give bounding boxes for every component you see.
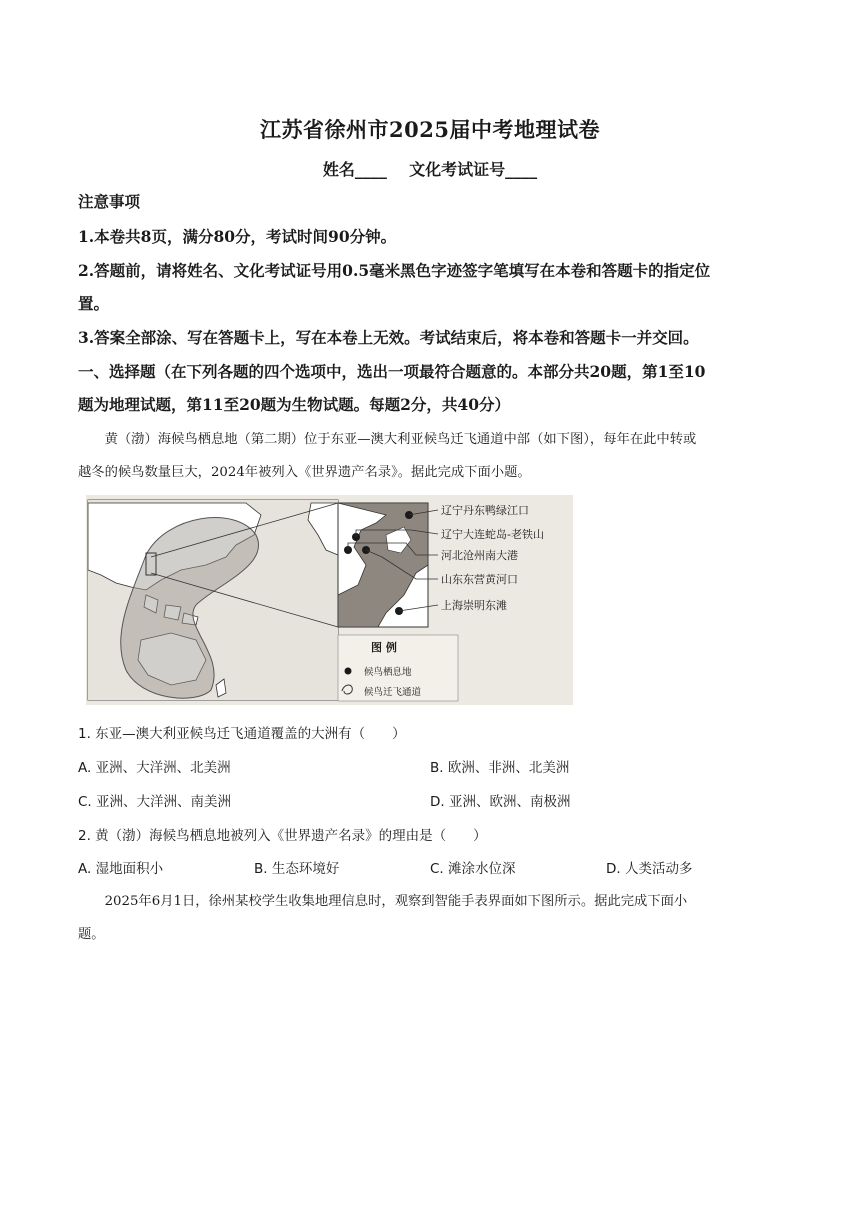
question-2-stem: 2. 黄（渤）海候鸟栖息地被列入《世界遗产名录》的理由是（ ）	[78, 828, 487, 844]
question-1-option-b: B. 欧洲、非洲、北美洲	[430, 760, 570, 776]
question-1-option-c: C. 亚洲、大洋洲、南美洲	[78, 794, 232, 810]
page-title: 江苏省徐州市2025届中考地理试卷	[260, 117, 600, 142]
passage-1-line-2: 越冬的候鸟数量巨大，2024年被列入《世界遗产名录》。据此完成下面小题。	[78, 465, 531, 480]
legend-title: 图 例	[371, 641, 397, 654]
site-label-dalian: 辽宁大连蛇岛-老铁山	[441, 528, 544, 541]
site-label-dandong: 辽宁丹东鸭绿江口	[441, 504, 529, 517]
site-label-cangzhou: 河北沧州南大港	[441, 549, 518, 562]
passage-1-line-1: 黄（渤）海候鸟栖息地（第二期）位于东亚—澳大利亚候鸟迁飞通道中部（如下图），每年在此中转或	[78, 432, 697, 447]
notice-heading: 注意事项	[78, 192, 141, 211]
question-2-option-d: D. 人类活动多	[606, 861, 693, 877]
question-2-option-b: B. 生态环境好	[254, 861, 340, 877]
section-heading-cont: 题为地理试题，第11至20题为生物试题。每题2分，共40分）	[78, 395, 510, 414]
passage-2-line-2: 题。	[78, 927, 105, 942]
question-1-option-a: A. 亚洲、大洋洲、北美洲	[78, 760, 231, 776]
site-label-dongying: 山东东营黄河口	[441, 573, 518, 586]
inset-map-panel	[338, 503, 438, 627]
section-heading: 一、选择题（在下列各题的四个选项中，选出一项最符合题意的。本部分共20题，第1至10	[78, 362, 706, 381]
notice-item-3: 3.答案全部涂、写在答题卡上，写在本卷上无效。考试结束后，将本卷和答题卡一并交回。	[78, 328, 699, 347]
legend-site-label: 候鸟栖息地	[364, 667, 412, 678]
question-2-option-c: C. 滩涂水位深	[430, 861, 516, 877]
notice-item-2-cont: 置。	[78, 294, 110, 313]
map-legend	[338, 635, 458, 701]
migration-route-map	[86, 495, 573, 705]
legend-site-icon	[345, 668, 352, 675]
notice-item-2: 2.答题前，请将姓名、文化考试证号用0.5毫米黑色字迹签字笔填写在本卷和答题卡的指定位	[78, 261, 711, 280]
legend-route-label: 候鸟迁飞通道	[364, 687, 422, 698]
question-1-stem: 1. 东亚—澳大利亚候鸟迁飞通道覆盖的大洲有（ ）	[78, 726, 406, 742]
notice-item-1: 1.本卷共8页，满分80分，考试时间90分钟。	[78, 227, 397, 246]
world-map-panel	[88, 500, 338, 700]
site-label-chongming: 上海崇明东滩	[441, 599, 507, 612]
question-1-option-d: D. 亚洲、欧洲、南极洲	[430, 794, 571, 810]
name-id-line: 姓名____ 文化考试证号____	[322, 160, 538, 179]
passage-2-line-1: 2025年6月1日，徐州某校学生收集地理信息时，观察到智能手表界面如下图所示。据此完成下面小	[78, 894, 688, 909]
question-2-option-a: A. 湿地面积小	[78, 861, 164, 877]
